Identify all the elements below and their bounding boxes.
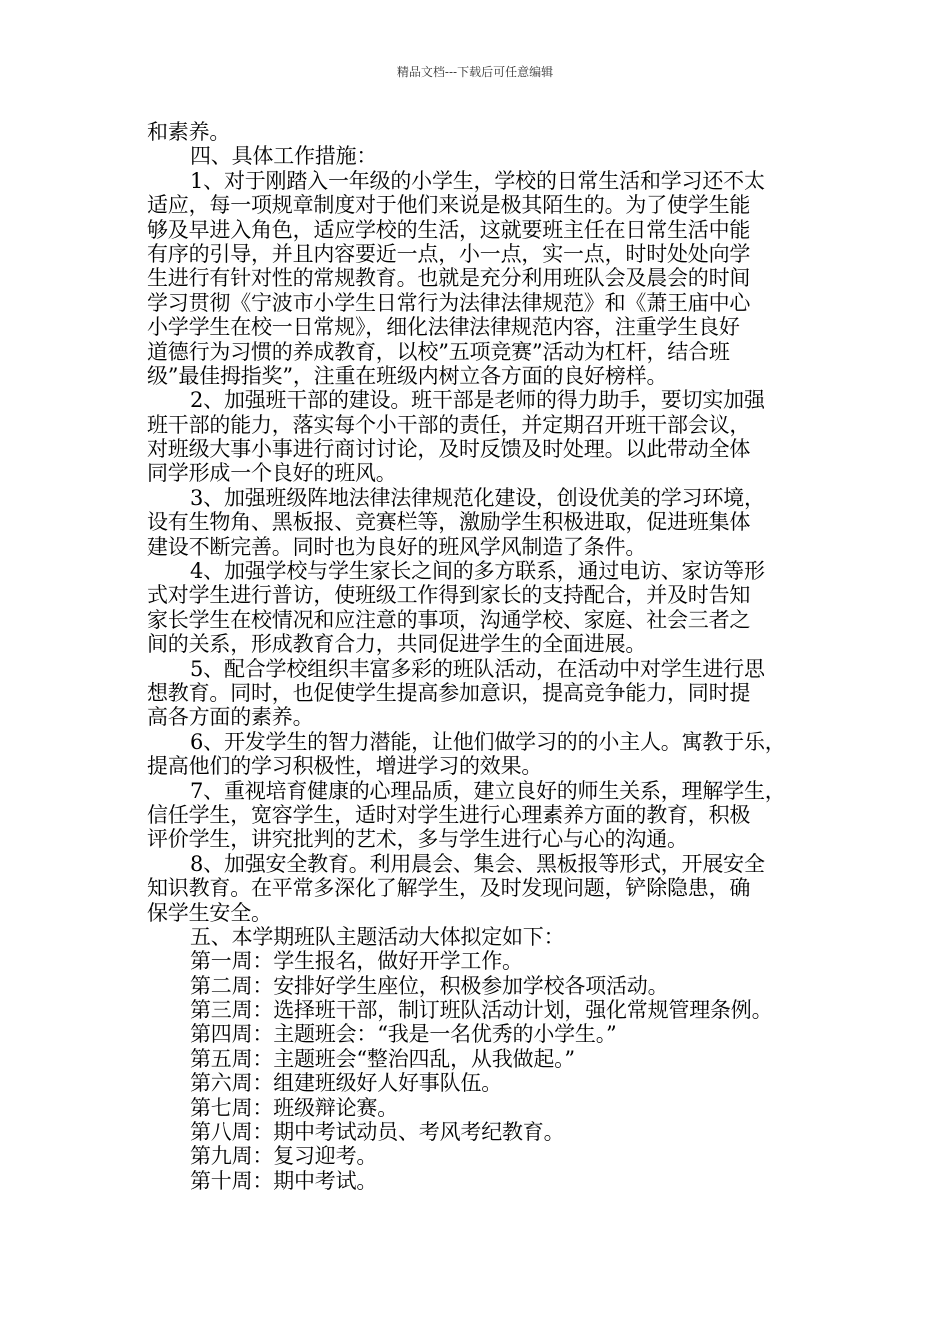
text-line: 第四周：主题班会：“我是一名优秀的小学生。” [190,1022,617,1047]
text-line: 学习贯彻《宁波市小学生日常行为法律法律规范》和《萧王庙中心 [147,290,751,315]
text-line: 有序的引导，并且内容要近一点，小一点，实一点，时时处处向学 [147,241,751,266]
text-line: 班干部的能力，落实每个小干部的责任，并定期召开班干部会议， [147,412,751,437]
text-line: 和素养。 [147,120,231,144]
text-line: 适应，每一项规章制度对于他们来说是极其陌生的。为了使学生能 [147,193,751,218]
document-body [147,120,817,1193]
page-header: 精品文档---下载后可任意编辑 [396,65,554,79]
text-line: 级”最佳拇指奖”，注重在班级内树立各方面的良好榜样。 [147,363,668,388]
text-line: 6、开发学生的智力潜能，让他们做学习的的小主人。寓教于乐， [190,729,786,754]
text-line: 第五周：主题班会“整治四乱，从我做起。” [190,1046,575,1071]
text-line: 五、本学期班队主题活动大体拟定如下： [190,924,565,949]
text-line: 够及早进入角色，适应学校的生活，这就要班主任在日常生活中能 [147,217,751,242]
text-line: 5、配合学校组织丰富多彩的班队活动，在活动中对学生进行思 [190,656,765,681]
text-line: 建设不断完善。同时也为良好的班风学风制造了条件。 [147,534,647,559]
text-line: 第九周：复习迎考。 [190,1144,378,1169]
text-line: 第十周：期中考试。 [190,1168,378,1193]
text-line: 间的关系，形成教育合力，共同促进学生的全面进展。 [147,632,647,657]
text-line: 同学形成一个良好的班风。 [147,461,397,486]
text-line: 第六周：组建班级好人好事队伍。 [190,1071,502,1096]
text-line: 7、重视培育健康的心理品质，建立良好的师生关系，理解学生， [190,778,786,803]
text-line: 评价学生，讲究批判的艺术，多与学生进行心与心的沟通。 [147,827,688,852]
text-line: 家长学生在校情况和应注意的事项，沟通学校、家庭、社会三者之 [147,607,751,632]
text-line: 1、对于刚踏入一年级的小学生，学校的日常生活和学习还不太 [190,168,765,193]
text-line: 高各方面的素养。 [147,705,314,730]
text-line: 四、具体工作措施： [190,144,378,169]
text-line: 第七周：班级辩论赛。 [190,1095,398,1120]
text-line: 道德行为习惯的养成教育，以校”五项竞赛”活动为杠杆，结合班 [147,339,730,364]
text-line: 保学生安全。 [147,900,272,925]
text-line: 信任学生，宽容学生，适时对学生进行心理素养方面的教育，积极 [147,802,751,827]
text-line: 第一周：学生报名，做好开学工作。 [190,949,523,974]
text-line: 2、加强班干部的建设。班干部是老师的得力助手，要切实加强 [190,388,765,413]
text-line: 知识教育。在平常多深化了解学生，及时发现问题，铲除隐患，确 [147,876,751,901]
text-line: 对班级大事小事进行商讨讨论，及时反馈及时处理。以此带动全体 [147,437,751,462]
text-line: 生进行有针对性的常规教育。也就是充分利用班队会及晨会的时间 [147,266,751,291]
text-line: 4、加强学校与学生家长之间的多方联系，通过电访、家访等形 [190,559,765,584]
text-line: 第三周：选择班干部，制订班队活动计划，强化常规管理条例。 [190,998,773,1023]
text-line: 8、加强安全教育。利用晨会、集会、黑板报等形式，开展安全 [190,851,765,876]
text-line: 第二周：安排好学生座位，积极参加学校各项活动。 [190,973,669,998]
text-line: 提高他们的学习积极性，增进学习的效果。 [147,754,543,779]
text-line: 第八周：期中考试动员、考风考纪教育。 [190,1120,565,1145]
text-line: 设有生物角、黑板报、竞赛栏等，激励学生积极进取，促进班集体 [147,510,751,535]
text-line: 小学学生在校一日常规》，细化法律法律规范内容，注重学生良好 [147,315,740,340]
text-line: 想教育。同时，也促使学生提高参加意识，提高竞争能力，同时提 [147,680,751,705]
text-line: 3、加强班级阵地法律法律规范化建设，创设优美的学习环境， [190,485,765,510]
text-line: 式对学生进行普访，使班级工作得到家长的支持配合，并及时告知 [147,583,751,608]
